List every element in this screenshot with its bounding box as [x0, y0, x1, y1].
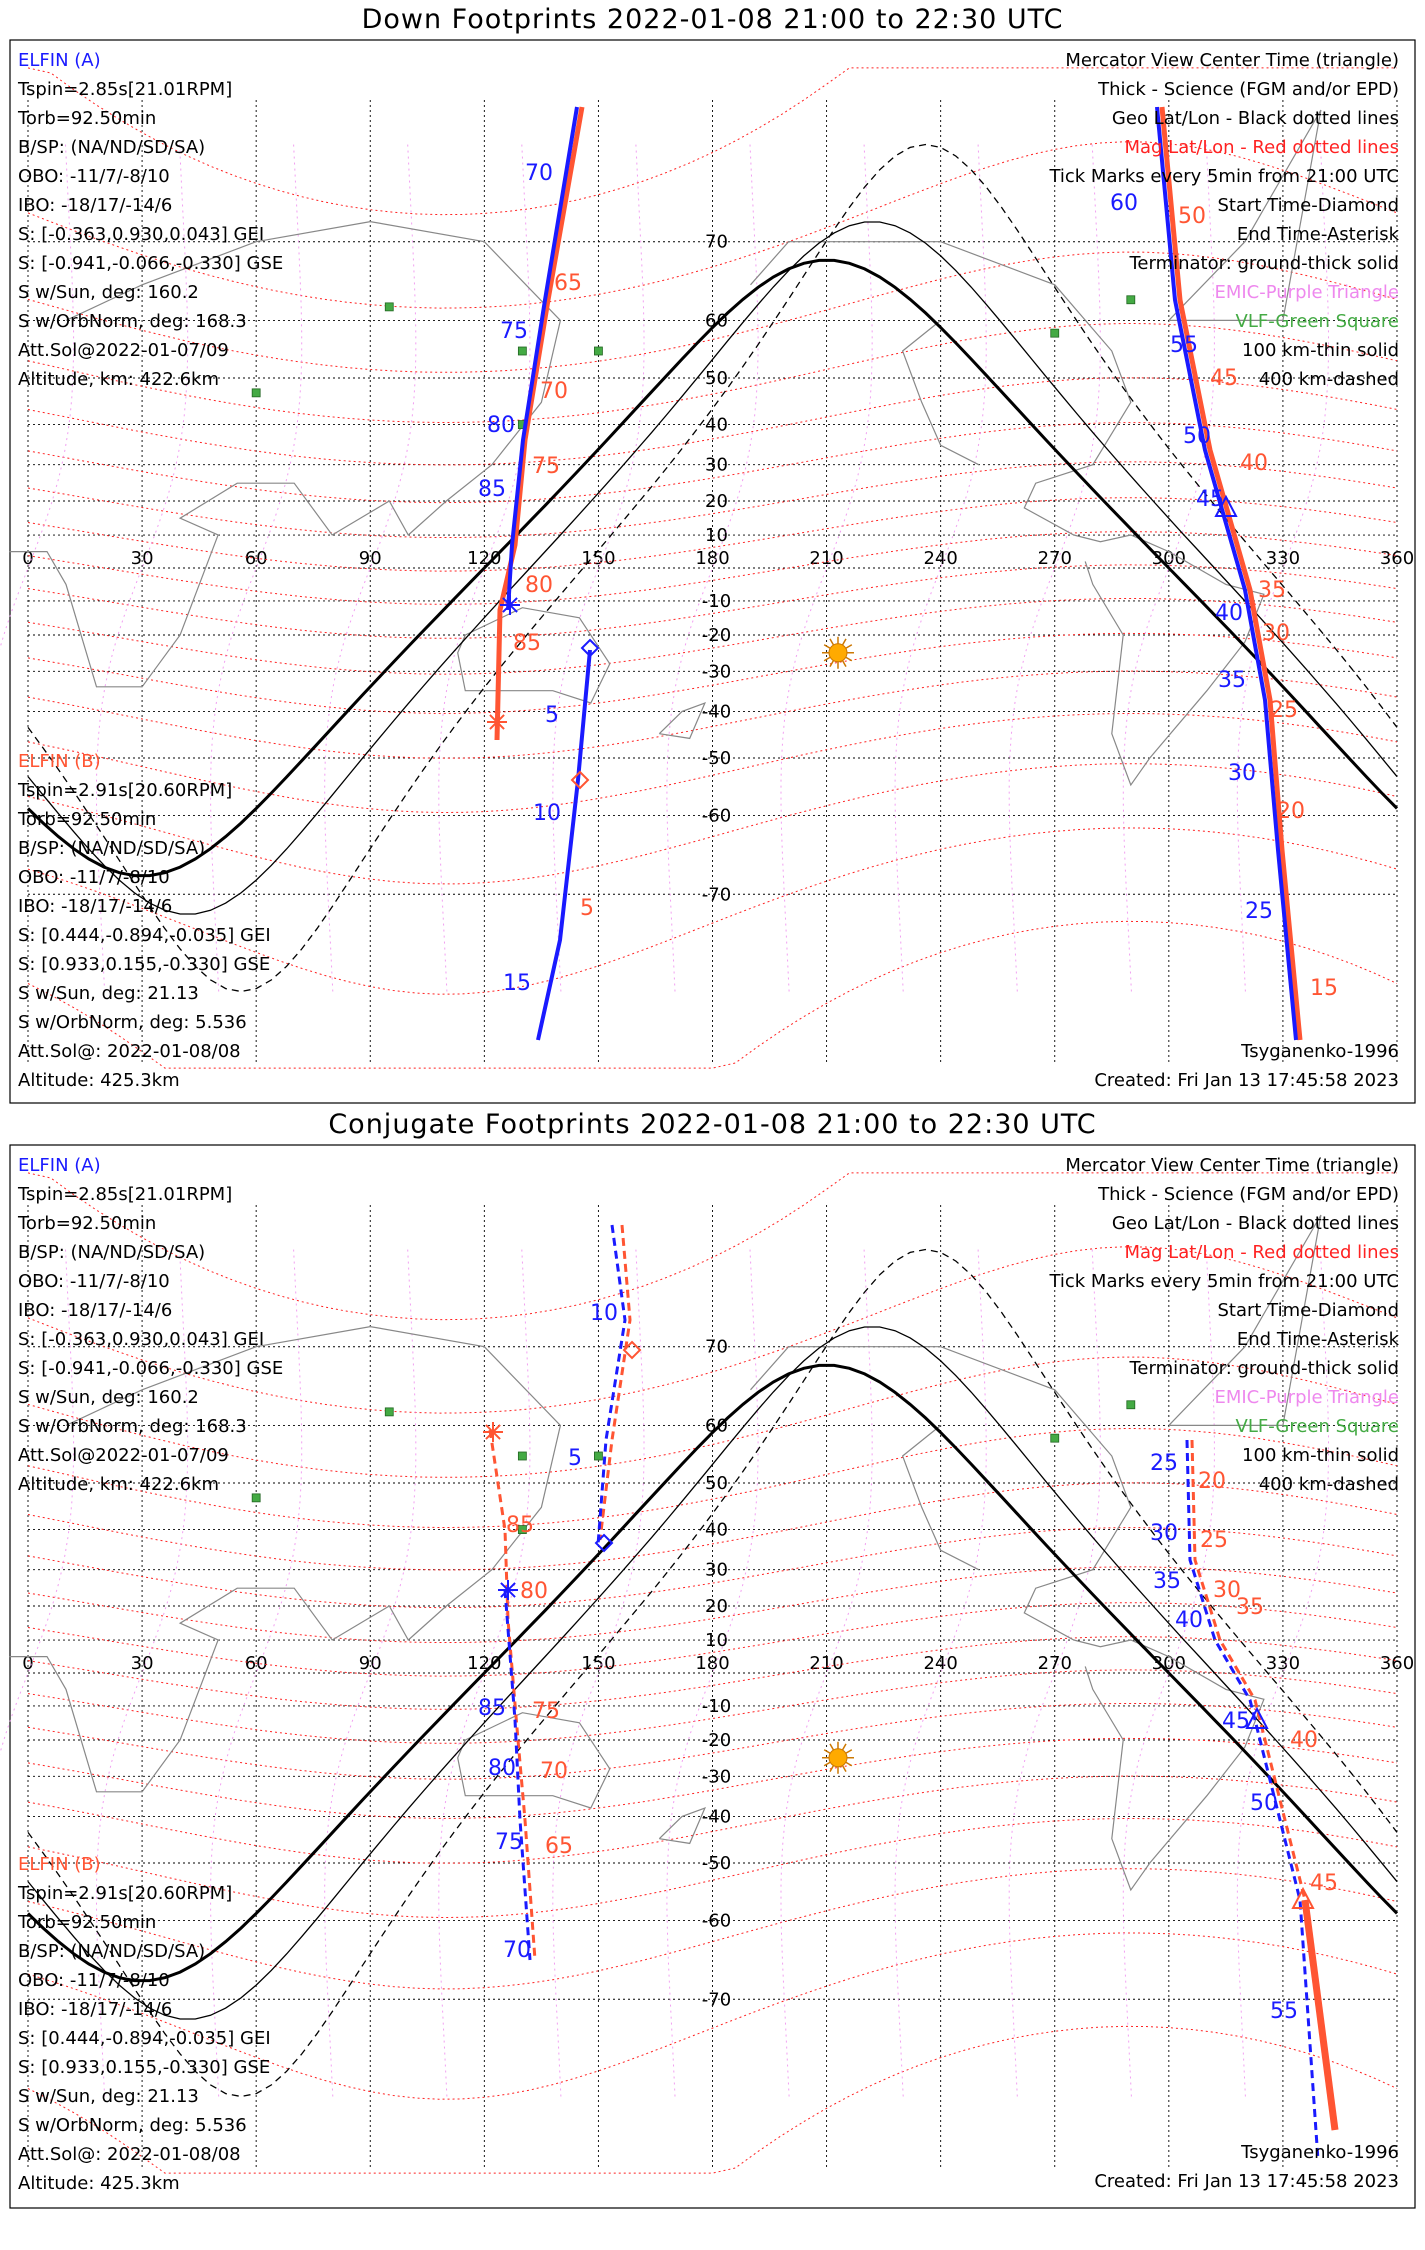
lat-tick-label: 60	[705, 310, 728, 332]
lat-tick-label: -50	[701, 1853, 732, 1875]
legend-down	[1049, 46, 1399, 394]
vlf-square	[594, 1452, 602, 1460]
elfin-b-tick-label: 15	[1310, 976, 1338, 1001]
legend-line: Thick - Science (FGM and/or EPD)	[1098, 1184, 1399, 1205]
elfin-a-tick-label: 50	[1250, 1791, 1278, 1816]
lat-tick-label: -60	[701, 1910, 732, 1932]
elfin-b-tick-label: 40	[1290, 1728, 1318, 1753]
elfin-a-tick-label: 25	[1150, 1451, 1178, 1476]
info-line: S: [0.933,0.155,-0.330] GSE	[18, 2057, 271, 2078]
lat-tick-label: 20	[705, 1596, 728, 1618]
info-line: B/SP: (NA/ND/SD/SA)	[18, 137, 206, 158]
info-line: Altitude, km: 422.6km	[18, 369, 220, 390]
legend-line: EMIC-Purple Triangle	[1214, 1387, 1399, 1408]
elfin-b-name: ELFIN (B)	[18, 1854, 101, 1875]
sun-ray	[824, 1762, 830, 1766]
elfin-b-name: ELFIN (B)	[18, 751, 101, 772]
elfin-a-tick-label: 55	[1170, 333, 1198, 358]
elfin-a-tick-label: 70	[525, 161, 553, 186]
lat-tick-label: 10	[705, 525, 728, 547]
legend-line: End Time-Asterisk	[1236, 1329, 1399, 1350]
elfin-a-info-down	[18, 46, 283, 394]
elfin-b-tick-label: 75	[532, 454, 560, 479]
lon-tick-label: 210	[809, 548, 844, 569]
lon-tick-label: 240	[923, 548, 958, 569]
vlf-square	[385, 303, 393, 311]
legend-line: EMIC-Purple Triangle	[1214, 282, 1399, 303]
coastline	[903, 320, 979, 464]
lat-tick-label: -50	[701, 748, 732, 770]
elfin-b-tick-label: 75	[532, 1699, 560, 1724]
sun-ray	[842, 1744, 846, 1750]
lon-tick-label: 240	[923, 1653, 958, 1674]
sun-ray	[830, 639, 834, 645]
elfin-a-tick-label: 50	[1183, 424, 1211, 449]
elfin-b-info-down	[18, 747, 271, 1095]
lon-tick-label: 120	[467, 1653, 502, 1674]
info-line: Att.Sol@: 2022-01-08/08	[18, 2144, 241, 2165]
elfin-a-tick-label: 35	[1218, 668, 1246, 693]
vlf-square	[518, 347, 526, 355]
lat-tick-label: 70	[705, 231, 728, 253]
coastline	[659, 1808, 705, 1843]
lat-tick-label: -30	[701, 1766, 732, 1788]
sun-ray	[846, 1750, 852, 1754]
lon-tick-label: 180	[695, 1653, 730, 1674]
legend-line: VLF-Green Square	[1235, 311, 1399, 332]
legend-line: Mag Lat/Lon - Red dotted lines	[1124, 137, 1399, 158]
elfin-b-tick-label: 20	[1277, 799, 1305, 824]
vlf-square	[594, 347, 602, 355]
info-line: Tspin=2.91s[20.60RPM]	[18, 780, 233, 801]
elfin-b-tick-label: 25	[1270, 698, 1298, 723]
lon-tick-label: 90	[358, 548, 382, 569]
elfin-a-tick-label: 40	[1175, 1608, 1203, 1633]
sun-ray	[824, 657, 830, 661]
model-conjugate	[1094, 2138, 1399, 2196]
legend-line: End Time-Asterisk	[1236, 224, 1399, 245]
elfin-a-tick-label: 30	[1228, 761, 1256, 786]
elfin-a-tick-label: 40	[1215, 601, 1243, 626]
info-line: B/SP: (NA/ND/SD/SA)	[18, 1941, 206, 1962]
panel-title-conjugate: Conjugate Footprints 2022-01-08 21:00 to 22:30 UTC	[328, 1109, 1097, 1140]
sun-disc	[829, 1749, 847, 1767]
elfin-b-info-conjugate	[18, 1850, 271, 2198]
lon-tick-label: 90	[358, 1653, 382, 1674]
info-line: S w/OrbNorm, deg: 168.3	[18, 1416, 247, 1437]
sun-ray	[846, 1762, 852, 1766]
lon-tick-label: 0	[22, 1653, 34, 1674]
info-line: S w/Sun, deg: 160.2	[18, 1387, 199, 1408]
lon-tick-label: 150	[581, 1653, 616, 1674]
model-label: Tsyganenko-1996	[1241, 1041, 1399, 1062]
legend-line: Tick Marks every 5min from 21:00 UTC	[1049, 1271, 1399, 1292]
lat-tick-label: 40	[705, 414, 728, 436]
elfin-a-tick-label: 85	[478, 477, 506, 502]
lon-tick-label: 300	[1151, 548, 1187, 569]
lat-tick-label: -30	[701, 661, 732, 683]
info-line: S: [-0.363,0.930,0.043] GEI	[18, 224, 265, 245]
lat-tick-label: -40	[701, 701, 732, 723]
legend-line: VLF-Green Square	[1235, 1416, 1399, 1437]
info-line: Altitude: 425.3km	[18, 2173, 180, 2194]
lat-tick-label: 30	[705, 1559, 728, 1581]
elfin-b-tick-label: 30	[1262, 621, 1290, 646]
legend-line: Geo Lat/Lon - Black dotted lines	[1111, 108, 1399, 129]
info-line: Att.Sol@2022-01-07/09	[18, 1445, 229, 1466]
lat-tick-label: -40	[701, 1806, 732, 1828]
info-line: IBO: -18/17/-14/6	[18, 195, 173, 216]
info-line: OBO: -11/7/-8/10	[18, 1970, 170, 1991]
info-line: Tspin=2.85s[21.01RPM]	[18, 79, 233, 100]
elfin-a-tick-label: 80	[487, 413, 515, 438]
lon-tick-label: 330	[1265, 1653, 1301, 1674]
info-line: S: [0.444,-0.894,-0.035] GEI	[18, 925, 271, 946]
elfin-a-info-conjugate	[18, 1151, 283, 1499]
info-line: Tspin=2.91s[20.60RPM]	[18, 1883, 233, 1904]
legend-line: 400 km-dashed	[1258, 1474, 1399, 1495]
elfin-b-end-asterisk	[483, 1422, 503, 1442]
info-line: OBO: -11/7/-8/10	[18, 1271, 170, 1292]
elfin-b-tick-label: 40	[1240, 451, 1268, 476]
elfin-b-tick-label: 20	[1198, 1469, 1226, 1494]
info-line: S w/Sun, deg: 21.13	[18, 2086, 199, 2107]
info-line: S: [0.933,0.155,-0.330] GSE	[18, 954, 271, 975]
elfin-b-tick-label: 35	[1236, 1595, 1264, 1620]
elfin-a-name: ELFIN (A)	[18, 50, 101, 71]
info-line: S w/OrbNorm, deg: 5.536	[18, 1012, 247, 1033]
elfin-b-tick-label: 70	[540, 379, 568, 404]
legend-line: Terminator: ground-thick solid	[1129, 253, 1399, 274]
sun-ray	[824, 1750, 830, 1754]
legend-line: 100 km-thin solid	[1242, 340, 1399, 361]
elfin-a-name: ELFIN (A)	[18, 1155, 101, 1176]
elfin-b-tick-label: 70	[540, 1759, 568, 1784]
elfin-a-tick-label: 75	[500, 319, 528, 344]
model-label: Tsyganenko-1996	[1241, 2142, 1399, 2163]
info-line: Att.Sol@2022-01-07/09	[18, 340, 229, 361]
info-line: OBO: -11/7/-8/10	[18, 867, 170, 888]
sun-ray	[824, 645, 830, 649]
info-line: Att.Sol@: 2022-01-08/08	[18, 1041, 241, 1062]
legend-line: Start Time-Diamond	[1217, 195, 1399, 216]
lat-tick-label: 50	[705, 1472, 728, 1494]
sun-ray	[846, 657, 852, 661]
elfin-a-tick-label: 70	[503, 1938, 531, 1963]
info-line: S w/Sun, deg: 21.13	[18, 983, 199, 1004]
elfin-b-tick-label: 5	[580, 896, 594, 921]
info-line: IBO: -18/17/-14/6	[18, 1300, 173, 1321]
info-line: Torb=92.50min	[18, 108, 157, 129]
elfin-a-tick-label: 5	[545, 703, 559, 728]
sun-ray	[846, 645, 852, 649]
vlf-square	[385, 1408, 393, 1416]
info-line: S: [0.444,-0.894,-0.035] GEI	[18, 2028, 271, 2049]
lat-tick-label: 30	[705, 454, 728, 476]
lon-tick-label: 360	[1379, 1653, 1415, 1674]
lon-tick-label: 120	[467, 548, 502, 569]
lat-tick-label: -10	[701, 590, 732, 612]
info-line: S: [-0.941,-0.066,-0.330] GSE	[18, 1358, 284, 1379]
model-down	[1094, 1037, 1399, 1095]
elfin-a-tick-label: 10	[533, 801, 561, 826]
info-line: Torb=92.50min	[18, 809, 157, 830]
info-line: S: [-0.941,-0.066,-0.330] GSE	[18, 253, 284, 274]
elfin-b-science-segment	[1305, 1900, 1335, 2130]
elfin-b-end-asterisk	[487, 712, 507, 732]
lat-tick-label: 10	[705, 1630, 728, 1652]
info-line: Altitude: 425.3km	[18, 1070, 180, 1091]
elfin-b-tick-label: 85	[506, 1513, 534, 1538]
sun-disc	[829, 644, 847, 662]
elfin-b-tick-label: 35	[1258, 578, 1286, 603]
elfin-a-tick-label: 80	[488, 1756, 516, 1781]
legend-line: 400 km-dashed	[1258, 369, 1399, 390]
elfin-a-tick-label: 5	[568, 1446, 582, 1471]
info-line: S w/OrbNorm, deg: 168.3	[18, 311, 247, 332]
sun-ray	[830, 1744, 834, 1750]
coastline	[659, 703, 705, 738]
elfin-b-tick-label: 80	[525, 573, 553, 598]
legend-line: Mag Lat/Lon - Red dotted lines	[1124, 1242, 1399, 1263]
lat-tick-label: -20	[701, 1729, 732, 1751]
lon-tick-label: 210	[809, 1653, 844, 1674]
elfin-a-tick-label: 10	[590, 1301, 618, 1326]
lon-tick-label: 30	[130, 1653, 154, 1674]
elfin-b-tick-label: 85	[513, 631, 541, 656]
lon-tick-label: 270	[1037, 548, 1072, 569]
elfin-a-end-asterisk	[500, 595, 520, 615]
lat-tick-label: 50	[705, 367, 728, 389]
lat-tick-label: -20	[701, 624, 732, 646]
created-label: Created: Fri Jan 13 17:45:58 2023	[1094, 2171, 1399, 2192]
elfin-b-tick-label: 65	[545, 1834, 573, 1859]
lon-tick-label: 300	[1151, 1653, 1187, 1674]
legend-line: Mercator View Center Time (triangle)	[1065, 1155, 1399, 1176]
elfin-a-tick-label: 60	[1110, 191, 1138, 216]
info-line: Altitude, km: 422.6km	[18, 1474, 220, 1495]
info-line: B/SP: (NA/ND/SD/SA)	[18, 1242, 206, 1263]
lon-tick-label: 60	[244, 548, 268, 569]
lat-tick-label: -10	[701, 1695, 732, 1717]
info-line: S w/OrbNorm, deg: 5.536	[18, 2115, 247, 2136]
elfin-b-tick-label: 45	[1310, 1871, 1338, 1896]
lat-tick-label: 40	[705, 1519, 728, 1541]
elfin-a-tick-label: 15	[503, 971, 531, 996]
info-line: IBO: -18/17/-14/6	[18, 1999, 173, 2020]
lon-tick-label: 180	[695, 548, 730, 569]
elfin-b-tick-label: 30	[1213, 1578, 1241, 1603]
created-label: Created: Fri Jan 13 17:45:58 2023	[1094, 1070, 1399, 1091]
lat-tick-label: -70	[701, 1989, 732, 2011]
legend-line: Mercator View Center Time (triangle)	[1065, 50, 1399, 71]
coastline	[903, 1425, 979, 1569]
lon-tick-label: 30	[130, 548, 154, 569]
elfin-a-tick-label: 30	[1150, 1521, 1178, 1546]
elfin-a-tick-label: 55	[1270, 1999, 1298, 2024]
info-line: OBO: -11/7/-8/10	[18, 166, 170, 187]
legend-conjugate	[1049, 1151, 1399, 1499]
lon-tick-label: 360	[1379, 548, 1415, 569]
elfin-b-tick-label: 80	[520, 1579, 548, 1604]
elfin-b-tick-label: 65	[554, 271, 582, 296]
legend-line: Terminator: ground-thick solid	[1129, 1358, 1399, 1379]
panel-title-down: Down Footprints 2022-01-08 21:00 to 22:30 UTC	[361, 4, 1064, 35]
lon-tick-label: 270	[1037, 1653, 1072, 1674]
elfin-a-tick-label: 45	[1222, 1709, 1250, 1734]
legend-line: 100 km-thin solid	[1242, 1445, 1399, 1466]
elfin-a-tick-label: 35	[1153, 1569, 1181, 1594]
elfin-b-tick-label: 50	[1178, 204, 1206, 229]
info-line: S: [-0.363,0.930,0.043] GEI	[18, 1329, 265, 1350]
elfin-a-tick-label: 25	[1245, 899, 1273, 924]
elfin-a-tick-label: 75	[495, 1830, 523, 1855]
lat-tick-label: -70	[701, 884, 732, 906]
elfin-b-tick-label: 25	[1200, 1528, 1228, 1553]
lat-tick-label: 60	[705, 1415, 728, 1437]
lat-tick-label: -60	[701, 805, 732, 827]
legend-line: Tick Marks every 5min from 21:00 UTC	[1049, 166, 1399, 187]
lat-tick-label: 70	[705, 1336, 728, 1358]
elfin-a-tick-label: 45	[1196, 487, 1224, 512]
lon-tick-label: 60	[244, 1653, 268, 1674]
info-line: Torb=92.50min	[18, 1213, 157, 1234]
legend-line: Geo Lat/Lon - Black dotted lines	[1111, 1213, 1399, 1234]
elfin-b-tick-label: 45	[1210, 366, 1238, 391]
info-line: B/SP: (NA/ND/SD/SA)	[18, 838, 206, 859]
elfin-a-tick-label: 85	[478, 1696, 506, 1721]
info-line: S w/Sun, deg: 160.2	[18, 282, 199, 303]
info-line: Tspin=2.85s[21.01RPM]	[18, 1184, 233, 1205]
legend-line: Thick - Science (FGM and/or EPD)	[1098, 79, 1399, 100]
legend-line: Start Time-Diamond	[1217, 1300, 1399, 1321]
sun-ray	[842, 639, 846, 645]
info-line: Torb=92.50min	[18, 1912, 157, 1933]
vlf-square	[518, 1452, 526, 1460]
elfin-a-end-asterisk	[498, 1580, 518, 1600]
info-line: IBO: -18/17/-14/6	[18, 896, 173, 917]
lon-tick-label: 150	[581, 548, 616, 569]
lon-tick-label: 0	[22, 548, 34, 569]
lat-tick-label: 20	[705, 491, 728, 513]
lon-tick-label: 330	[1265, 548, 1301, 569]
